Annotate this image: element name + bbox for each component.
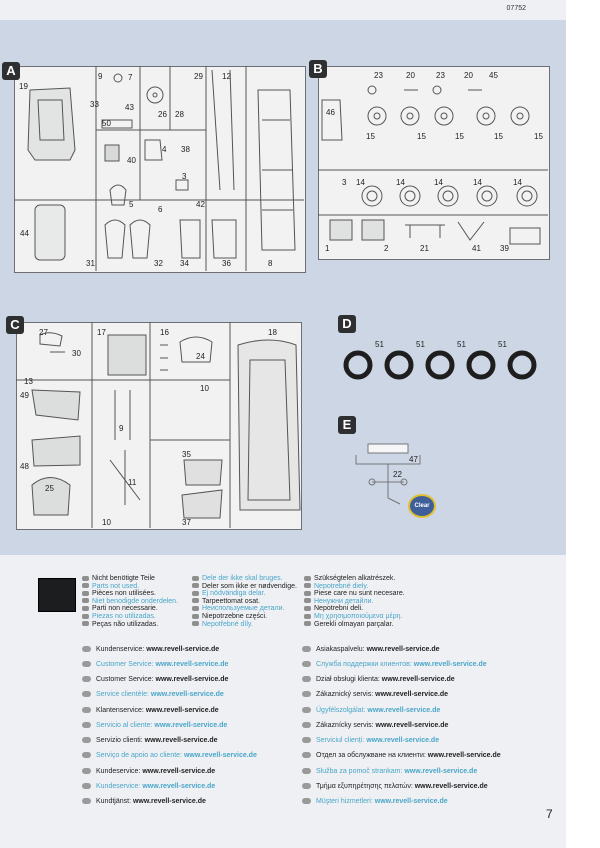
flag-icon [304, 621, 311, 626]
sprue-b-part-14c: 14 [434, 178, 443, 187]
flag-icon [302, 646, 311, 652]
service-line: Dział obsługi klienta: www.revell-service.de [302, 676, 455, 683]
service-link[interactable]: www.revell-service.de [142, 783, 216, 790]
sprue-b-part-41: 41 [472, 244, 481, 253]
flag-icon [192, 621, 199, 626]
unused-parts-swatch [38, 578, 76, 612]
legend-line: Szükségtelen alkatrészek. [304, 575, 405, 583]
service-link[interactable]: www.revell-service.de [183, 752, 257, 759]
service-line: Serviço de apoio ao cliente: www.revell-service.de [82, 752, 257, 759]
sprue-a-part-3: 3 [182, 172, 187, 181]
flag-icon [192, 606, 199, 611]
sprue-b-part-14d: 14 [473, 178, 482, 187]
sprue-b-part-15b: 15 [417, 132, 426, 141]
flag-icon [302, 783, 311, 789]
flag-icon [82, 737, 91, 743]
sprue-c-part-17: 17 [97, 328, 106, 337]
sprue-c-part-27: 27 [39, 328, 48, 337]
sprue-a-part-9: 9 [98, 72, 103, 81]
sprue-c-part-11: 11 [128, 478, 137, 487]
sprue-a-part-19: 19 [19, 82, 28, 91]
service-link[interactable]: www.revell-service.de [150, 691, 224, 698]
service-line: Servicio al cliente: www.revell-service.de [82, 722, 227, 729]
flag-icon [82, 691, 91, 697]
sprue-b-part-15e: 15 [534, 132, 543, 141]
legend-line: Tarpeettomat osat. [192, 598, 297, 606]
sprue-c-part-24: 24 [196, 352, 205, 361]
flag-icon [82, 661, 91, 667]
legend-line: Niet benodigde onderdelen. [82, 598, 178, 606]
sprue-c-part-13: 13 [24, 377, 33, 386]
sprue-a-part-32: 32 [154, 259, 163, 268]
sprue-a-part-38: 38 [181, 145, 190, 154]
flag-icon [302, 691, 311, 697]
flag-icon [82, 722, 91, 728]
sprue-b-part-23a: 23 [374, 71, 383, 80]
legend-line: Pièces non utilisées. [82, 590, 178, 598]
sprue-b-part-14a: 14 [356, 178, 365, 187]
service-link[interactable]: www.revell-service.de [142, 768, 216, 775]
sprue-b-part-2: 2 [384, 244, 389, 253]
flag-icon [82, 614, 89, 619]
flag-icon [82, 798, 91, 804]
service-line: Služba za pomoč strankam: www.revell-service.de [302, 768, 477, 775]
sprue-d-part-51b: 51 [416, 340, 425, 349]
flag-icon [192, 583, 199, 588]
sprue-c-part-10a: 10 [200, 384, 209, 393]
sprue-a-part-26: 26 [158, 110, 167, 119]
flag-icon [82, 598, 89, 603]
legend-line: Ej nödvändiga delar. [192, 590, 297, 598]
sprue-a-part-12: 12 [222, 72, 231, 81]
flag-icon [82, 621, 89, 626]
service-line: Asiakaspalvelu: www.revell-service.de [302, 646, 440, 653]
legend-line: Nepotrebné diely. [304, 583, 405, 591]
service-line: Zákaznícky servis: www.revell-service.de [302, 722, 448, 729]
flag-icon [302, 798, 311, 804]
sprue-a-part-34: 34 [180, 259, 189, 268]
legend-line: Deler som ikke er nødvendige. [192, 583, 297, 591]
service-link[interactable]: www.revell-service.de [366, 737, 440, 744]
legend-column-1 [82, 575, 178, 628]
sprue-b-part-20a: 20 [406, 71, 415, 80]
flag-icon [304, 614, 311, 619]
legend-line: Nepotřebné díly. [192, 621, 297, 629]
legend-line: Μη χρησιμοποιούμενα μέρη. [304, 613, 405, 621]
sprue-e-part-47: 47 [409, 455, 418, 464]
sprue-c-part-9: 9 [119, 424, 124, 433]
sprue-c-part-10b: 10 [102, 518, 111, 527]
service-link[interactable]: www.revell-service.de [427, 752, 501, 759]
flag-icon [192, 614, 199, 619]
sprue-b-part-45: 45 [489, 71, 498, 80]
sprue-c-letter: C [6, 316, 24, 334]
service-link[interactable]: www.revell-service.de [144, 737, 218, 744]
sprue-b-part-21: 21 [420, 244, 429, 253]
service-link[interactable]: www.revell-service.de [132, 798, 206, 805]
sprue-c-part-18: 18 [268, 328, 277, 337]
flag-icon [302, 722, 311, 728]
service-link[interactable]: www.revell-service.de [146, 646, 220, 653]
flag-icon [82, 676, 91, 682]
flag-icon [304, 598, 311, 603]
sprue-c-part-48: 48 [20, 462, 29, 471]
legend-column-3 [304, 575, 405, 628]
sprue-c-part-35: 35 [182, 450, 191, 459]
unused-parts-legend [24, 572, 544, 632]
service-link[interactable]: www.revell-service.de [145, 707, 219, 714]
legend-line: Piezas no utilizadas. [82, 613, 178, 621]
sprue-b-part-1: 1 [325, 244, 330, 253]
service-link[interactable]: www.revell-service.de [413, 661, 487, 668]
sprue-c-part-49: 49 [20, 391, 29, 400]
flag-icon [304, 583, 311, 588]
flag-icon [82, 576, 89, 581]
sprue-b-part-39: 39 [500, 244, 509, 253]
clear-badge: Clear [408, 494, 436, 518]
service-link[interactable]: www.revell-service.de [155, 661, 229, 668]
legend-line: Niepotrzebne części. [192, 613, 297, 621]
service-line: Τμήμα εξυπηρέτησης πελατών: www.revell-service.de [302, 783, 488, 790]
service-link[interactable]: www.revell-service.de [375, 722, 449, 729]
service-link[interactable]: www.revell-service.de [154, 722, 228, 729]
sprue-a-part-44: 44 [20, 229, 29, 238]
sprue-a-letter: A [2, 62, 20, 80]
sprue-a-part-8: 8 [268, 259, 273, 268]
flag-icon [304, 576, 311, 581]
sprue-b-part-15a: 15 [366, 132, 375, 141]
sprue-c-part-16: 16 [160, 328, 169, 337]
sprue-b-part-3: 3 [342, 178, 347, 187]
service-line: Customer Service: www.revell-service.de [82, 676, 228, 683]
flag-icon [192, 598, 199, 603]
sprue-b-letter: B [309, 60, 327, 78]
legend-line: Parts not used. [82, 583, 178, 591]
legend-line: Ненужни детайли. [304, 598, 405, 606]
sprue-a-part-28: 28 [175, 110, 184, 119]
sprue-d-letter: D [338, 315, 356, 333]
flag-icon [82, 591, 89, 596]
flag-icon [304, 591, 311, 596]
service-line: Müşteri hizmetleri: www.revell-service.de [302, 798, 448, 805]
service-line: Ügyfélszolgálat: www.revell-service.de [302, 707, 440, 714]
sprue-b-part-15d: 15 [494, 132, 503, 141]
flag-icon [302, 661, 311, 667]
service-line: Отдел за обслужване на клиенти: www.revell-service.de [302, 752, 501, 759]
flag-icon [302, 707, 311, 713]
page-number: 7 [546, 807, 553, 821]
legend-column-2 [192, 575, 297, 628]
sprue-a-part-4: 4 [162, 145, 167, 154]
sprue-a-part-29: 29 [194, 72, 203, 81]
sprue-d-part-51d: 51 [498, 340, 507, 349]
sprue-a-part-7: 7 [128, 73, 133, 82]
legend-line: Dele der ikke skal bruges. [192, 575, 297, 583]
flag-icon [302, 676, 311, 682]
service-line: Kundeservice: www.revell-service.de [82, 783, 215, 790]
kit-code: 07752 [506, 5, 526, 12]
service-line: Kundenservice: www.revell-service.de [82, 646, 219, 653]
service-link[interactable]: www.revell-service.de [414, 783, 488, 790]
sprue-a-part-33: 33 [90, 100, 99, 109]
sprue-b-part-14e: 14 [513, 178, 522, 187]
flag-icon [82, 752, 91, 758]
flag-icon [302, 752, 311, 758]
sprue-c-part-30: 30 [72, 349, 81, 358]
sprue-b-part-20b: 20 [464, 71, 473, 80]
sprue-d-part-51c: 51 [457, 340, 466, 349]
service-line: Служба поддержки клиентов: www.revell-service.de [302, 661, 487, 668]
sprue-a-part-50: 50 [102, 119, 111, 128]
sprue-a-part-31: 31 [86, 259, 95, 268]
service-line: Service clientèle: www.revell-service.de [82, 691, 224, 698]
legend-line: Неиспользуемые детали. [192, 605, 297, 613]
flag-icon [304, 606, 311, 611]
sprue-a-part-36: 36 [222, 259, 231, 268]
legend-line: Nicht benötigte Teile [82, 575, 178, 583]
legend-line: Piese care nu sunt necesare. [304, 590, 405, 598]
sprue-b-part-15c: 15 [455, 132, 464, 141]
service-line: Customer Service: www.revell-service.de [82, 661, 228, 668]
sprue-b-part-46: 46 [326, 108, 335, 117]
sprue-a-part-42: 42 [196, 200, 205, 209]
sprue-e-part-22: 22 [393, 470, 402, 479]
sprue-c-part-25: 25 [45, 484, 54, 493]
legend-line: Parti non necessarie. [82, 605, 178, 613]
sprue-c-part-37: 37 [182, 518, 191, 527]
flag-icon [302, 768, 311, 774]
sprue-a-part-5: 5 [129, 200, 134, 209]
service-line: Kundtjänst: www.revell-service.de [82, 798, 206, 805]
service-line: Zákaznický servis: www.revell-service.de [302, 691, 448, 698]
sprue-d-part-51a: 51 [375, 340, 384, 349]
service-link[interactable]: www.revell-service.de [374, 798, 448, 805]
service-link[interactable]: www.revell-service.de [367, 707, 441, 714]
flag-icon [82, 646, 91, 652]
legend-line: Peças não utilizadas. [82, 621, 178, 629]
service-link[interactable]: www.revell-service.de [366, 646, 440, 653]
service-link[interactable]: www.revell-service.de [381, 676, 455, 683]
flag-icon [192, 576, 199, 581]
legend-line: Nepotrebni deli. [304, 605, 405, 613]
service-line: Serviciul clienți: www.revell-service.de [302, 737, 439, 744]
service-link[interactable]: www.revell-service.de [375, 691, 449, 698]
sprue-a-part-43: 43 [125, 103, 134, 112]
flag-icon [302, 737, 311, 743]
service-link[interactable]: www.revell-service.de [404, 768, 478, 775]
flag-icon [192, 591, 199, 596]
flag-icon [82, 583, 89, 588]
service-line: Kundeservice: www.revell-service.de [82, 768, 215, 775]
sprue-a-part-6: 6 [158, 205, 163, 214]
flag-icon [82, 783, 91, 789]
service-line: Servizio clienti: www.revell-service.de [82, 737, 218, 744]
sprue-b-part-14b: 14 [396, 178, 405, 187]
legend-line: Gerekli olmayan parçalar. [304, 621, 405, 629]
service-link[interactable]: www.revell-service.de [155, 676, 229, 683]
flag-icon [82, 707, 91, 713]
flag-icon [82, 606, 89, 611]
sprue-a-part-40: 40 [127, 156, 136, 165]
service-line: Klantenservice: www.revell-service.de [82, 707, 219, 714]
sprue-b-part-23b: 23 [436, 71, 445, 80]
flag-icon [82, 768, 91, 774]
sprue-e-letter: E [338, 416, 356, 434]
